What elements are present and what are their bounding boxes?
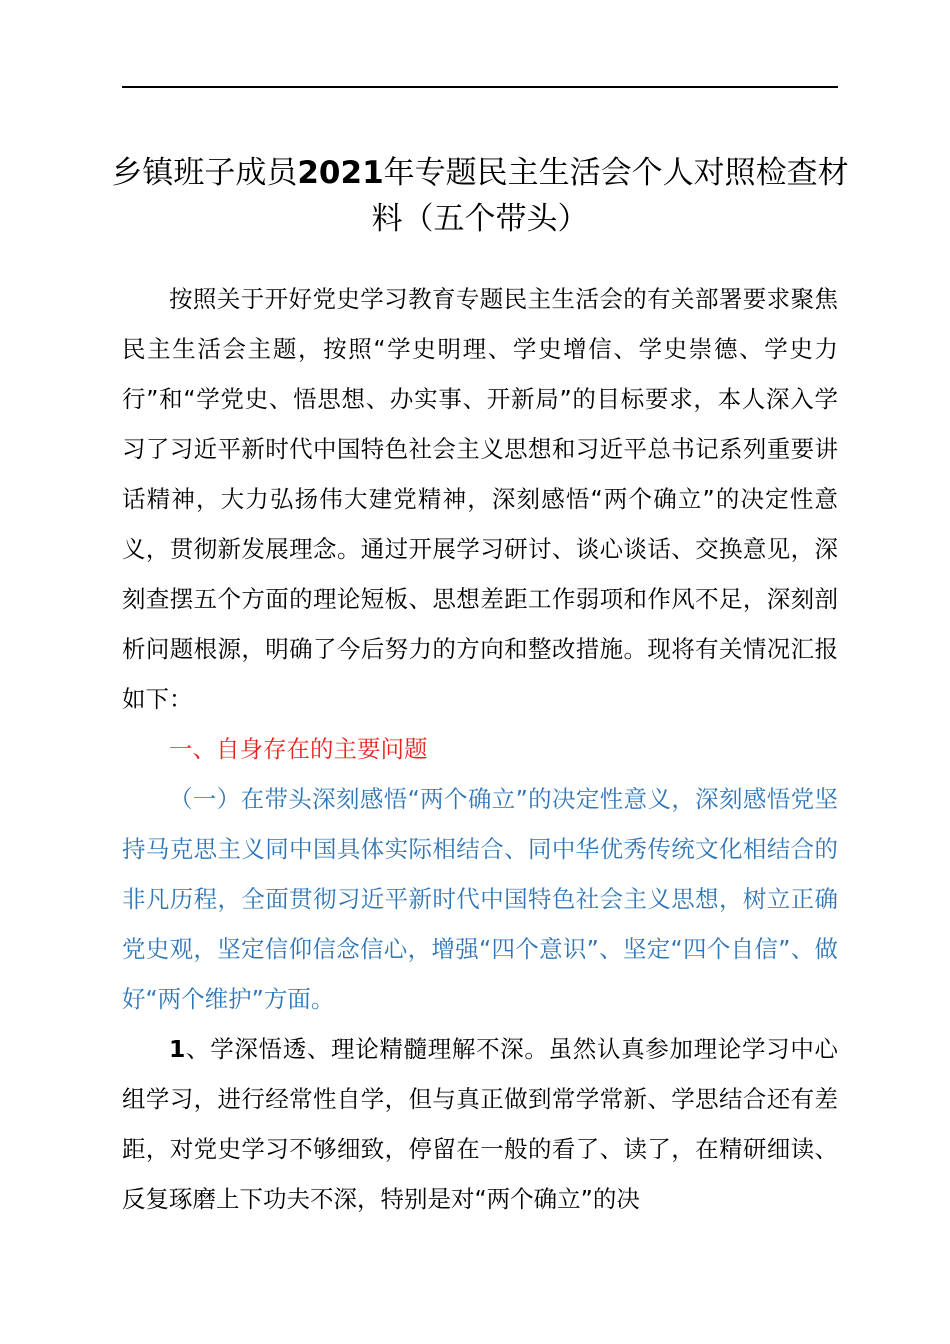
- title-suffix: 年专题民主生活会个人对照检查材料（五个带头）: [371, 155, 849, 237]
- header-rule: [122, 86, 838, 88]
- title-prefix: 乡镇班子成员: [111, 155, 298, 191]
- intro-paragraph: 按照关于开好党史学习教育专题民主生活会的有关部署要求聚焦民主生活会主题，按照“学史明理、学史增信、学史崇德、学史力行”和“学党史、悟思想、办实事、开新局”的目标要求，本人深入学习了习近平新时代中国特色社会主义思想和习近平总书记系列重要讲话精神，大力弘扬伟大建党精神，深刻感悟“两个确立”的决定性意义，贯彻新发展理念。通过开展学习研讨、谈心谈话、交换意见，深刻查摆五个方面的理论短板、思想差距工作弱项和作风不足，深刻剖析问题根源，明确了今后努力的方向和整改措施。现将有关情况汇报如下：: [122, 285, 838, 713]
- document-title: [110, 150, 850, 242]
- subsection-heading: （一）在带头深刻感悟“两个确立”的决定性意义，深刻感悟党坚持马克思主义同中国具体实际相结合、同中华优秀传统文化相结合的非凡历程，全面贯彻习近平新时代中国特色社会主义思想，树立正确党史观，坚定信仰信念信心，增强“四个意识”、坚定“四个自信”、做好“两个维护”方面。: [122, 785, 838, 1013]
- title-year: 2021: [297, 155, 384, 191]
- section-heading: 一、自身存在的主要问题: [169, 735, 428, 763]
- item-number: 1: [169, 1035, 186, 1063]
- item-paragraph: [122, 1024, 838, 1224]
- item-text: 、学深悟透、理论精髓理解不深。虽然认真参加理论学习中心组学习，进行经常性自学，但与真正做到常学常新、学思结合还有差距，对党史学习不够细致，停留在一般的看了、读了，在精研细读、反复琢磨上下功夫不深，特别是对“两个确立”的决: [122, 1035, 838, 1213]
